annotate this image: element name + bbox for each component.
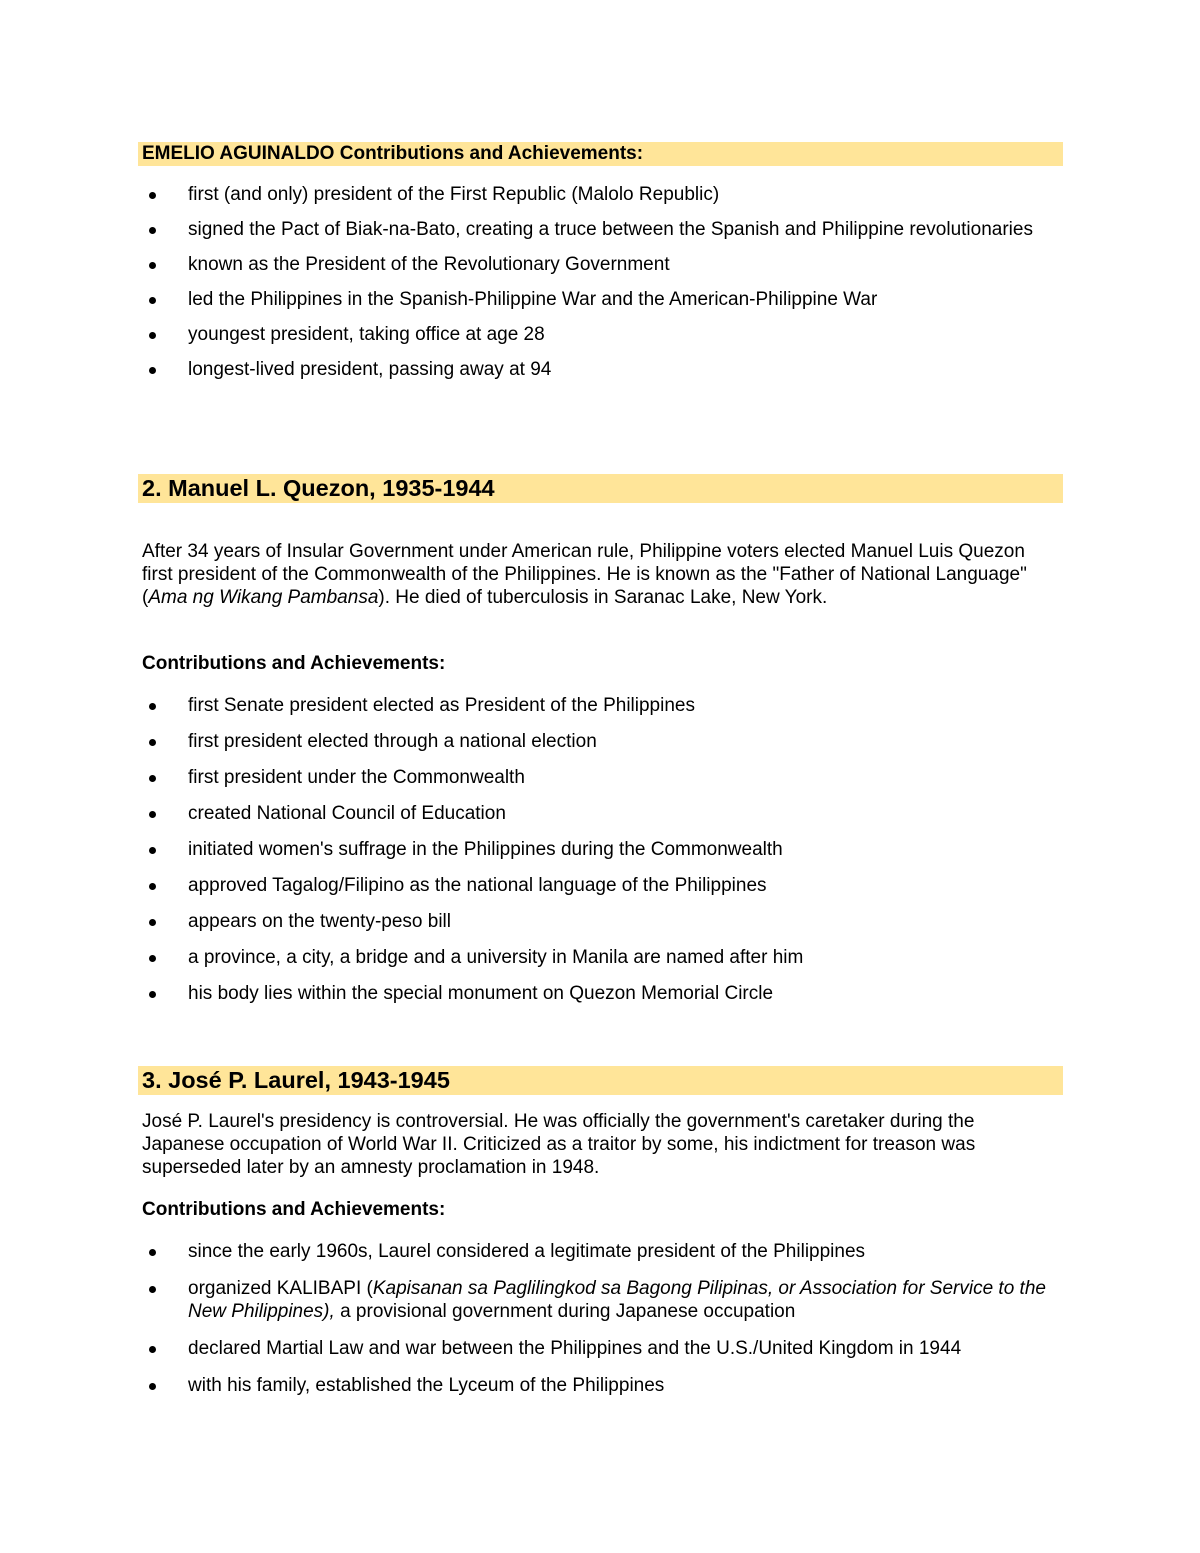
list-item: created National Council of Education xyxy=(142,802,1057,825)
list-item xyxy=(142,1277,1057,1323)
list-item: with his family, established the Lyceum of the Philippines xyxy=(142,1374,1057,1397)
list-item: first president elected through a national election xyxy=(142,730,1057,753)
quezon-intro-paragraph xyxy=(142,540,1057,609)
list-item: declared Martial Law and war between the Philippines and the U.S./United Kingdom in 1944 xyxy=(142,1337,1057,1360)
quezon-intro-text-end: ). He died of tuberculosis in Saranac Lake, New York. xyxy=(378,587,828,608)
aguinaldo-heading: EMELIO AGUINALDO Contributions and Achievements: xyxy=(138,142,1063,166)
laurel-heading: 3. José P. Laurel, 1943-1945 xyxy=(138,1066,1063,1095)
quezon-intro-italic: Ama ng Wikang Pambansa xyxy=(148,587,379,608)
list-item: since the early 1960s, Laurel considered a legitimate president of the Philippines xyxy=(142,1240,1057,1263)
laurel-item-text-start: organized KALIBAPI ( xyxy=(188,1278,373,1299)
list-item: longest-lived president, passing away at 94 xyxy=(142,358,1057,381)
quezon-subheading: Contributions and Achievements: xyxy=(142,653,446,674)
laurel-item-italic: Kapisanan sa Paglilingkod sa Bagong Pilipinas, or Association for Service to the New Philippines), xyxy=(188,1278,1046,1322)
list-item: led the Philippines in the Spanish-Philippine War and the American-Philippine War xyxy=(142,288,1057,311)
list-item: first president under the Commonwealth xyxy=(142,766,1057,789)
laurel-achievements-list xyxy=(142,1240,1057,1411)
quezon-achievements-list xyxy=(142,694,1057,1018)
aguinaldo-achievements-list xyxy=(142,183,1057,393)
list-item: first (and only) president of the First Republic (Malolo Republic) xyxy=(142,183,1057,206)
laurel-subheading: Contributions and Achievements: xyxy=(142,1199,446,1220)
list-item: initiated women's suffrage in the Philippines during the Commonwealth xyxy=(142,838,1057,861)
list-item: known as the President of the Revolutionary Government xyxy=(142,253,1057,276)
list-item: approved Tagalog/Filipino as the national language of the Philippines xyxy=(142,874,1057,897)
quezon-intro-text-start: After 34 years of Insular Government under American rule, Philippine voters elected Manuel Luis Quezon first president of the Commonwealth of the Philippines. He is known as the "Father of National Language" ( xyxy=(142,541,1027,608)
laurel-item-text-end: a provisional government during Japanese occupation xyxy=(334,1301,796,1322)
quezon-heading: 2. Manuel L. Quezon, 1935-1944 xyxy=(138,474,1063,503)
laurel-intro-paragraph: José P. Laurel's presidency is controversial. He was officially the government's caretaker during the Japanese occupation of World War II. Criticized as a traitor by some, his indictment for treason was superseded later by an amnesty proclamation in 1948. xyxy=(142,1111,976,1178)
list-item: his body lies within the special monument on Quezon Memorial Circle xyxy=(142,982,1057,1005)
list-item: a province, a city, a bridge and a university in Manila are named after him xyxy=(142,946,1057,969)
list-item: youngest president, taking office at age 28 xyxy=(142,323,1057,346)
list-item: signed the Pact of Biak-na-Bato, creating a truce between the Spanish and Philippine revolutionaries xyxy=(142,218,1057,241)
list-item: first Senate president elected as President of the Philippines xyxy=(142,694,1057,717)
list-item: appears on the twenty-peso bill xyxy=(142,910,1057,933)
